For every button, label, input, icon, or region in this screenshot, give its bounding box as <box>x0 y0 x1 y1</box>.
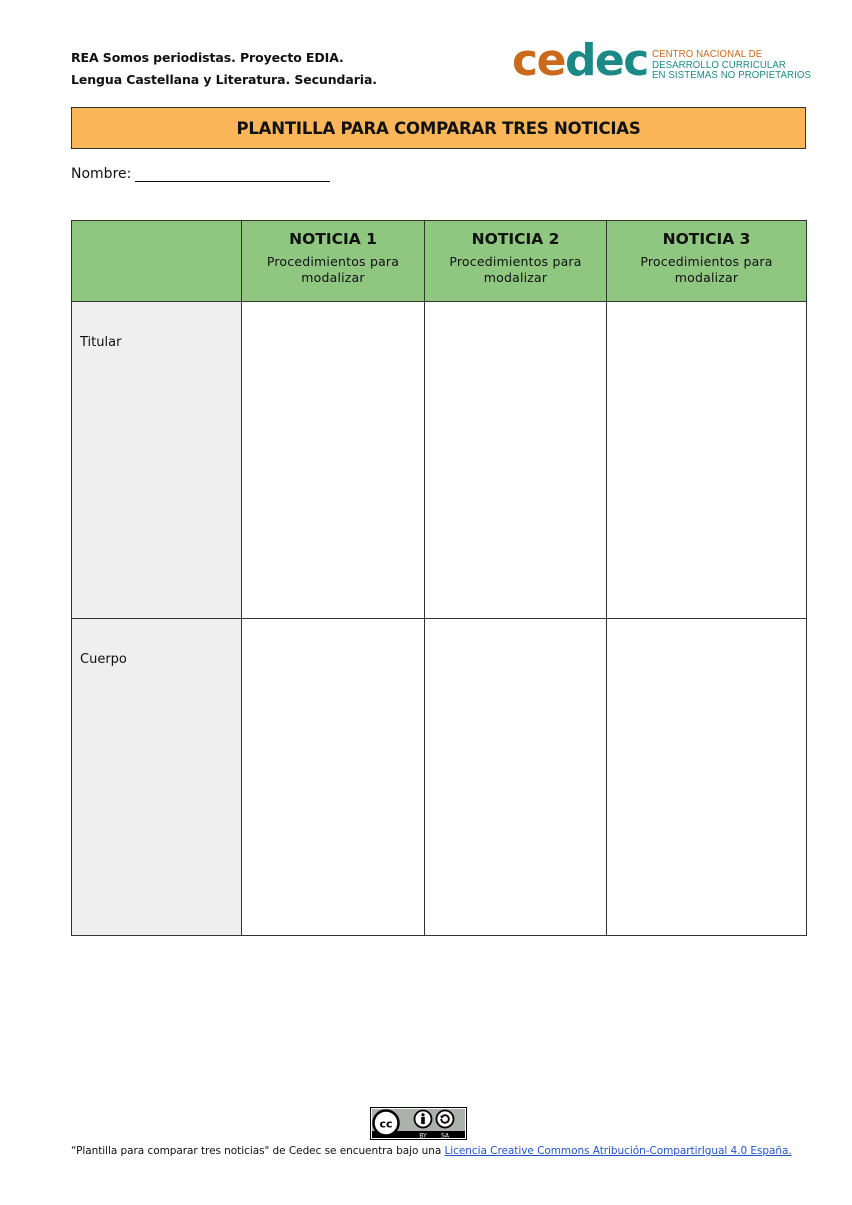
cell-cuerpo-noticia-3[interactable] <box>607 619 807 936</box>
name-field <box>71 165 330 182</box>
table-corner-cell <box>72 221 242 302</box>
svg-text:SA: SA <box>440 1132 450 1140</box>
license-link[interactable]: Licencia Creative Commons Atribución-CompartirIgual 4.0 España. <box>444 1145 792 1157</box>
name-label: Nombre: <box>71 166 132 182</box>
license-text: “Plantilla para comparar tres noticias" de Cedec se encuentra bajo una <box>71 1145 445 1157</box>
license-footer <box>71 1145 811 1157</box>
header-project-line: REA Somos periodistas. Proyecto EDIA. <box>71 50 344 65</box>
row-label-cuerpo: Cuerpo <box>72 619 242 936</box>
share-alike-icon <box>437 1111 454 1128</box>
header-subject-line: Lengua Castellana y Literatura. Secundaria. <box>71 72 377 87</box>
name-blank-line[interactable] <box>135 165 330 182</box>
table-row-cuerpo <box>72 619 807 936</box>
document-header <box>71 47 377 91</box>
cell-titular-noticia-2[interactable] <box>425 302 607 619</box>
cell-cuerpo-noticia-1[interactable] <box>242 619 425 936</box>
page-title: PLANTILLA PARA COMPARAR TRES NOTICIAS <box>71 107 806 149</box>
svg-text:cc: cc <box>379 1117 393 1131</box>
row-label-titular: Titular <box>72 302 242 619</box>
column-header-noticia-1: NOTICIA 1 Procedimientos para modalizar <box>242 221 425 302</box>
comparison-table <box>71 220 807 936</box>
svg-text:BY: BY <box>419 1132 427 1140</box>
column-header-noticia-2: NOTICIA 2 Procedimientos para modalizar <box>425 221 607 302</box>
cc-by-sa-badge[interactable] <box>370 1107 467 1140</box>
table-row-titular <box>72 302 807 619</box>
column-header-noticia-3: NOTICIA 3 Procedimientos para modalizar <box>607 221 807 302</box>
cedec-logo-word: cedec <box>512 35 648 86</box>
cedec-logo-subtitle: CENTRO NACIONAL DE DESARROLLO CURRICULAR EN SISTEMAS NO PROPIETARIOS <box>652 48 812 81</box>
table-header-row <box>72 221 807 302</box>
cell-cuerpo-noticia-2[interactable] <box>425 619 607 936</box>
cell-titular-noticia-3[interactable] <box>607 302 807 619</box>
cell-titular-noticia-1[interactable] <box>242 302 425 619</box>
cedec-logo <box>512 35 812 90</box>
